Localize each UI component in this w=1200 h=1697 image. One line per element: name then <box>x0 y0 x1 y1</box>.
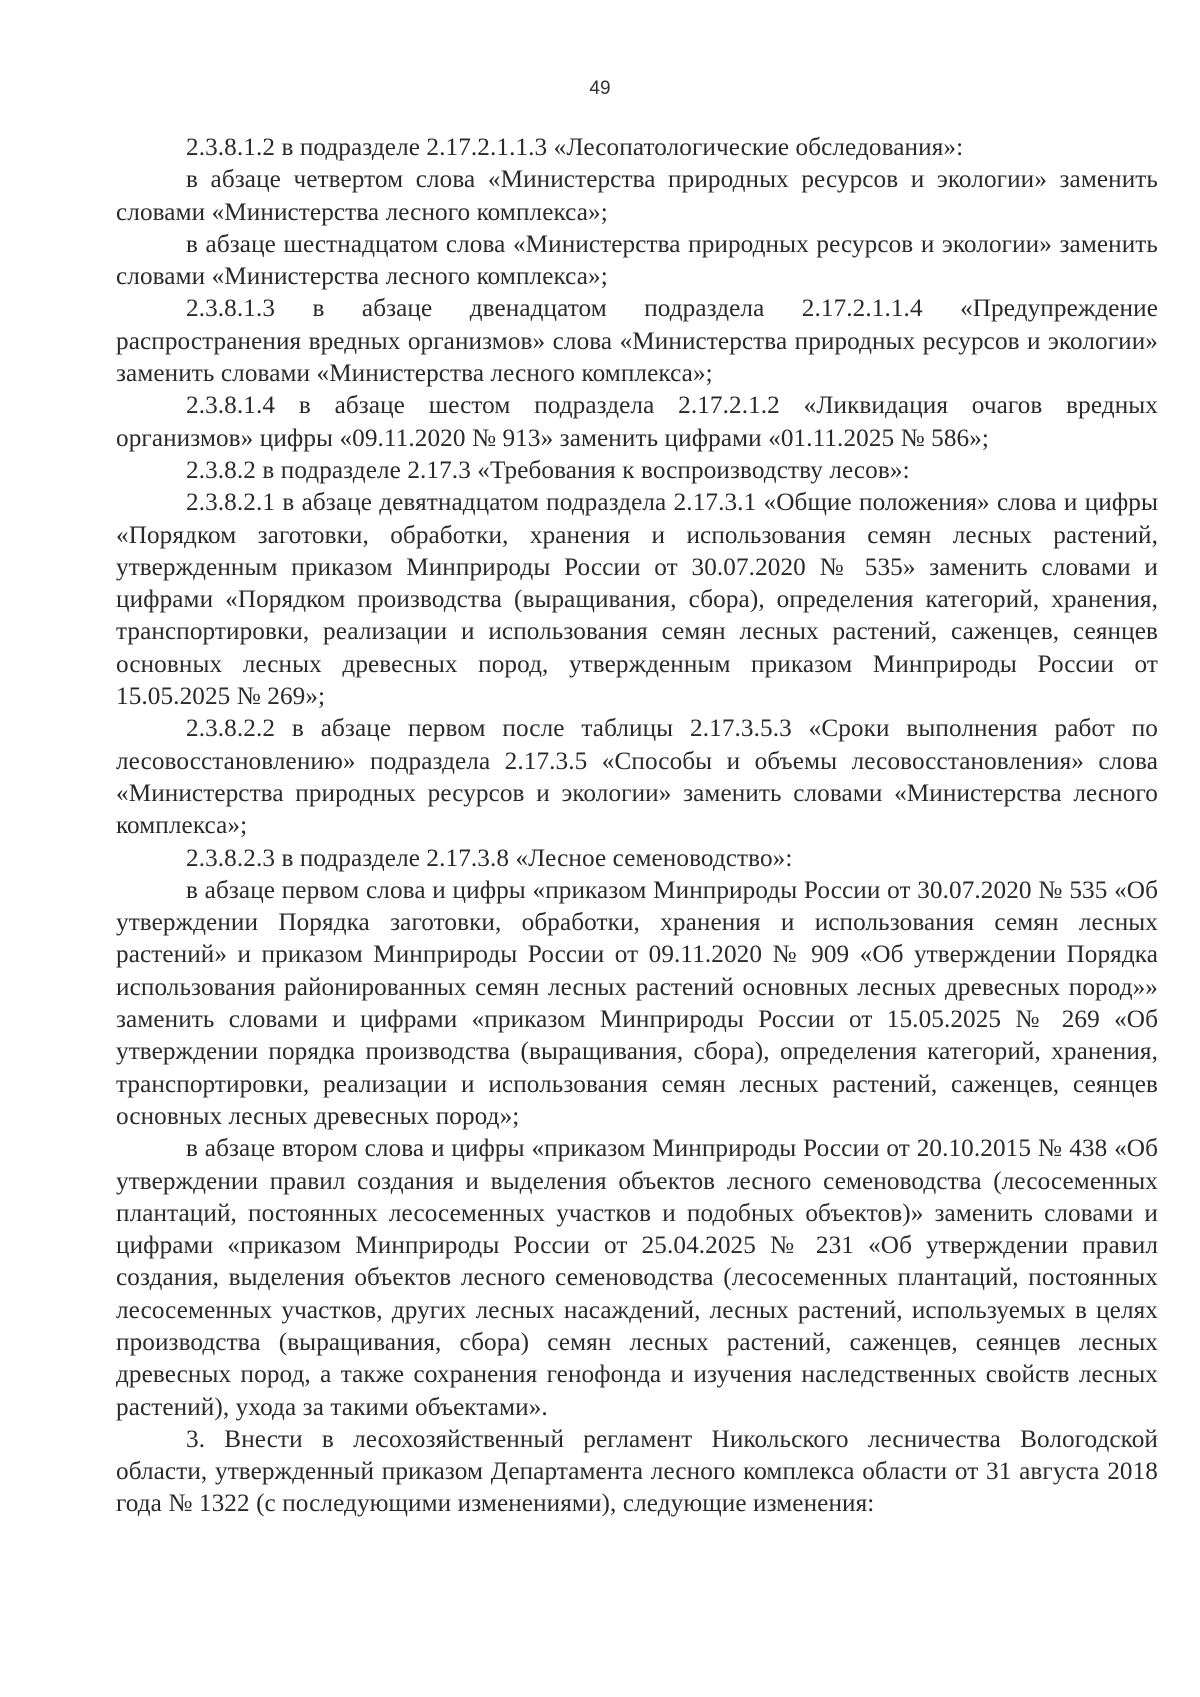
paragraph: 2.3.8.2 в подразделе 2.17.3 «Требования к воспроизводству лесов»: <box>186 456 910 484</box>
paragraph: 2.3.8.1.2 в подразделе 2.17.2.1.1.3 «Лесопатологические обследования»: <box>186 134 964 161</box>
page-number: 49 <box>589 78 611 99</box>
paragraph: 2.3.8.2.2 в абзаце первом после таблицы 2.17.3.5.3 «Сроки выполнения работ по лесовосстановлению» подраздела 2.17.3.5 «Способы и объемы лесовосстановления» слова «Министерства природных ресурсов и экологии» заменить словами «Министерства лесного комплекса»; <box>116 715 1158 840</box>
paragraph: 2.3.8.2.1 в абзаце девятнадцатом подраздела 2.17.3.1 «Общие положения» слова и цифры «Порядком заготовки, обработки, хранения и использования семян лесных растений, утвержденным приказом Минприроды России от 30.07.2020 № 535» заменить словами и цифрами «Порядком производства (выращивания, сбора), определения категорий, хранения, транспортировки, реализации и использования семян лесных растений, саженцев, сеянцев основных лесных древесных пород, утвержденным приказом Минприроды России от 15.05.2025 № 269»; <box>116 489 1158 711</box>
paragraph: 2.3.8.1.4 в абзаце шестом подраздела 2.17.2.1.2 «Ликвидация очагов вредных организмов» цифры «09.11.2020 № 913» заменить цифрами «01.11.2025 № 586»; <box>116 392 1158 452</box>
paragraph: 2.3.8.2.3 в подразделе 2.17.3.8 «Лесное семеноводство»: <box>186 844 793 872</box>
paragraph: 3. Внести в лесохозяйственный регламент Никольского лесничества Вологодской области, утвержденный приказом Департамента лесного комплекса области от 31 августа 2018 года № 1322 (с последующими изменениями), следующие изменения: <box>116 1425 1158 1518</box>
paragraph: в абзаце шестнадцатом слова «Министерства природных ресурсов и экологии» заменить словами «Министерства лесного комплекса»; <box>116 230 1158 291</box>
document-body <box>116 132 1158 1521</box>
paragraph: в абзаце четвертом слова «Министерства природных ресурсов и экологии» заменить словами «Министерства лесного комплекса»; <box>116 166 1158 226</box>
paragraph: в абзаце втором слова и цифры «приказом Минприроды России от 20.10.2015 № 438 «Об утверждении правил создания и выделения объектов лесного семеноводства (лесосеменных плантаций, постоянных лесосеменных участков и подобных объектов)» заменить словами и цифрами «приказом Минприроды России от 25.04.2025 № 231 «Об утверждении правил создания, выделения объектов лесного семеноводства (лесосеменных плантаций, постоянных лесосеменных участков, других лесных насаждений, лесных растений, используемых в целях производства (выращивания, сбора) семян лесных растений, саженцев, сеянцев лесных древесных пород, а также сохранения генофонда и изучения наследственных свойств лесных растений), ухода за такими объектами». <box>116 1135 1158 1421</box>
paragraph: в абзаце первом слова и цифры «приказом Минприроды России от 30.07.2020 № 535 «Об утверждении Порядка заготовки, обработки, хранения и использования семян лесных растений» и приказом Минприроды России от 09.11.2020 № 909 «Об утверждении Порядка использования районированных семян лесных растений основных лесных древесных пород»» заменить словами и цифрами «приказом Минприроды России от 15.05.2025 № 269 «Об утверждении порядка производства (выращивания, сбора), определения категорий, хранения, транспортировки, реализации и использования семян лесных растений, саженцев, сеянцев основных лесных древесных пород»; <box>116 876 1158 1130</box>
paragraph: 2.3.8.1.3 в абзаце двенадцатом подраздела 2.17.2.1.1.4 «Предупреждение распространения вредных организмов» слова «Министерства природных ресурсов и экологии» заменить словами «Министерства лесного комплекса»; <box>116 295 1158 388</box>
